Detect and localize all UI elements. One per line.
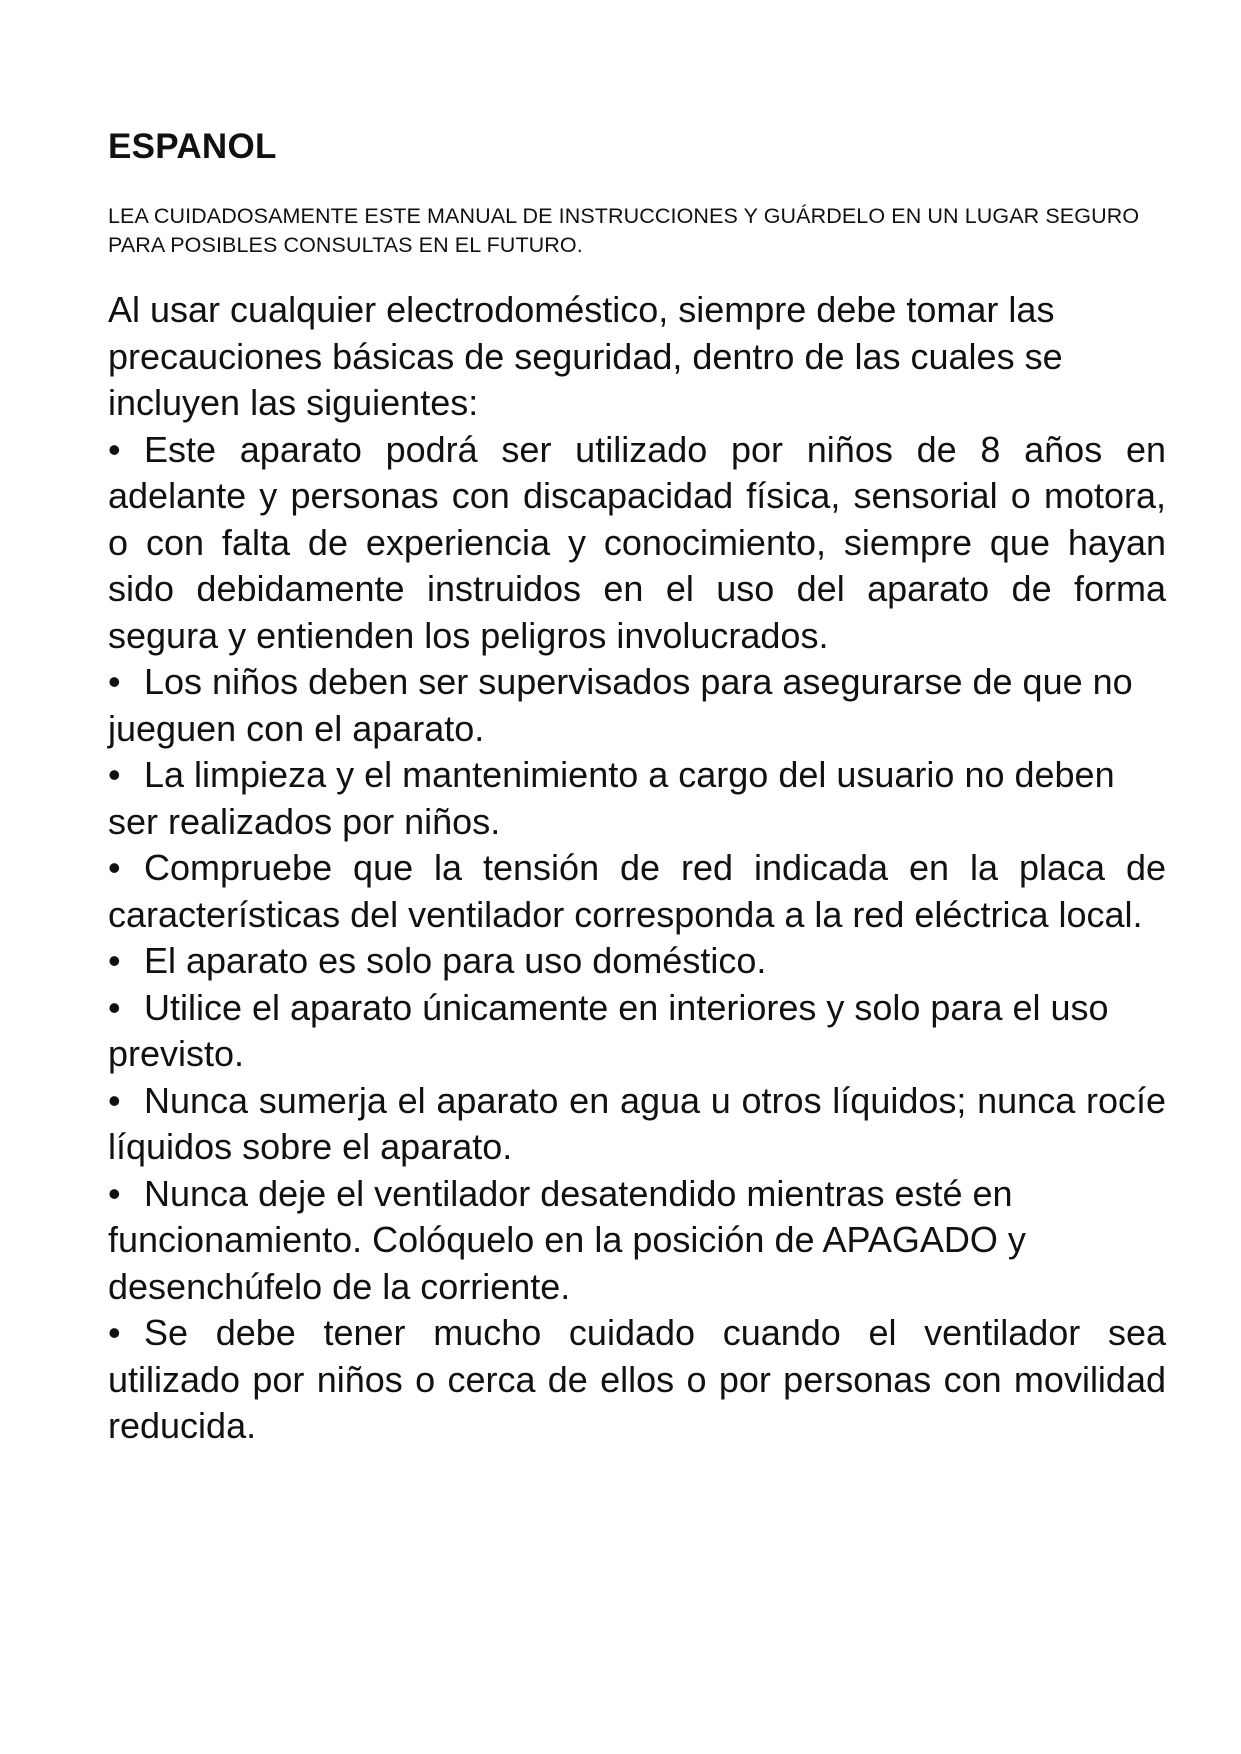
list-item bbox=[108, 845, 1166, 938]
list-item bbox=[108, 1171, 1166, 1311]
list-item-text: Los niños deben ser supervisados para asegurarse de que no jueguen con el aparato. bbox=[108, 661, 1133, 749]
list-item bbox=[108, 1078, 1166, 1171]
list-item bbox=[108, 752, 1166, 845]
list-item-text: Nunca deje el ventilador desatendido mientras esté en funcionamiento. Colóquelo en la posición de APAGADO y desenchúfelo de la corriente. bbox=[108, 1172, 1026, 1307]
language-heading: ESPANOL bbox=[108, 127, 277, 166]
bullet-icon: • bbox=[108, 1172, 121, 1214]
bullet-icon: • bbox=[108, 754, 121, 795]
read-carefully-notice: LEA CUIDADOSAMENTE ESTE MANUAL DE INSTRUCCIONES Y GUÁRDELO EN UN LUGAR SEGURO PARA POSIBLES CONSULTAS EN EL FUTURO. bbox=[108, 204, 1140, 257]
bullet-icon: • bbox=[108, 661, 121, 702]
safety-instructions-list bbox=[108, 427, 1166, 1450]
bullet-icon: • bbox=[108, 428, 121, 470]
bullet-icon: • bbox=[108, 1312, 121, 1353]
manual-page bbox=[108, 124, 1166, 1450]
list-item bbox=[108, 659, 1166, 752]
list-item-text: Compruebe que la tensión de red indicada en la placa de características del ventilador corresponda a la red eléctrica local. bbox=[108, 847, 1166, 935]
list-item-text: La limpieza y el mantenimiento a cargo del usuario no deben ser realizados por niños. bbox=[108, 754, 1115, 842]
list-item-text: Utilice el aparato únicamente en interiores y solo para el uso previsto. bbox=[108, 986, 1109, 1074]
list-item bbox=[108, 938, 1166, 985]
list-item-text: Este aparato podrá ser utilizado por niños de 8 años en adelante y personas con discapacidad física, sensorial o motora, o con falta de experiencia y conocimiento, siempre que hayan sido debidamente instruidos en el uso del aparato de forma segura y entienden los peligros involucrados. bbox=[108, 428, 1166, 656]
bullet-icon: • bbox=[108, 1079, 121, 1121]
safety-intro: Al usar cualquier electrodoméstico, siempre debe tomar las precauciones básicas de seguridad, dentro de las cuales se incluyen las siguientes: bbox=[108, 289, 1063, 423]
bullet-icon: • bbox=[108, 940, 121, 981]
list-item-text: El aparato es solo para uso doméstico. bbox=[144, 940, 767, 981]
list-item bbox=[108, 985, 1166, 1078]
bullet-icon: • bbox=[108, 986, 121, 1028]
bullet-icon: • bbox=[108, 847, 121, 888]
list-item-text: Nunca sumerja el aparato en agua u otros líquidos; nunca rocíe líquidos sobre el aparato. bbox=[108, 1079, 1166, 1167]
list-item bbox=[108, 427, 1166, 660]
list-item bbox=[108, 1310, 1166, 1450]
list-item-text: Se debe tener mucho cuidado cuando el ventilador sea utilizado por niños o cerca de ellos o por personas con movilidad reducida. bbox=[108, 1312, 1166, 1446]
